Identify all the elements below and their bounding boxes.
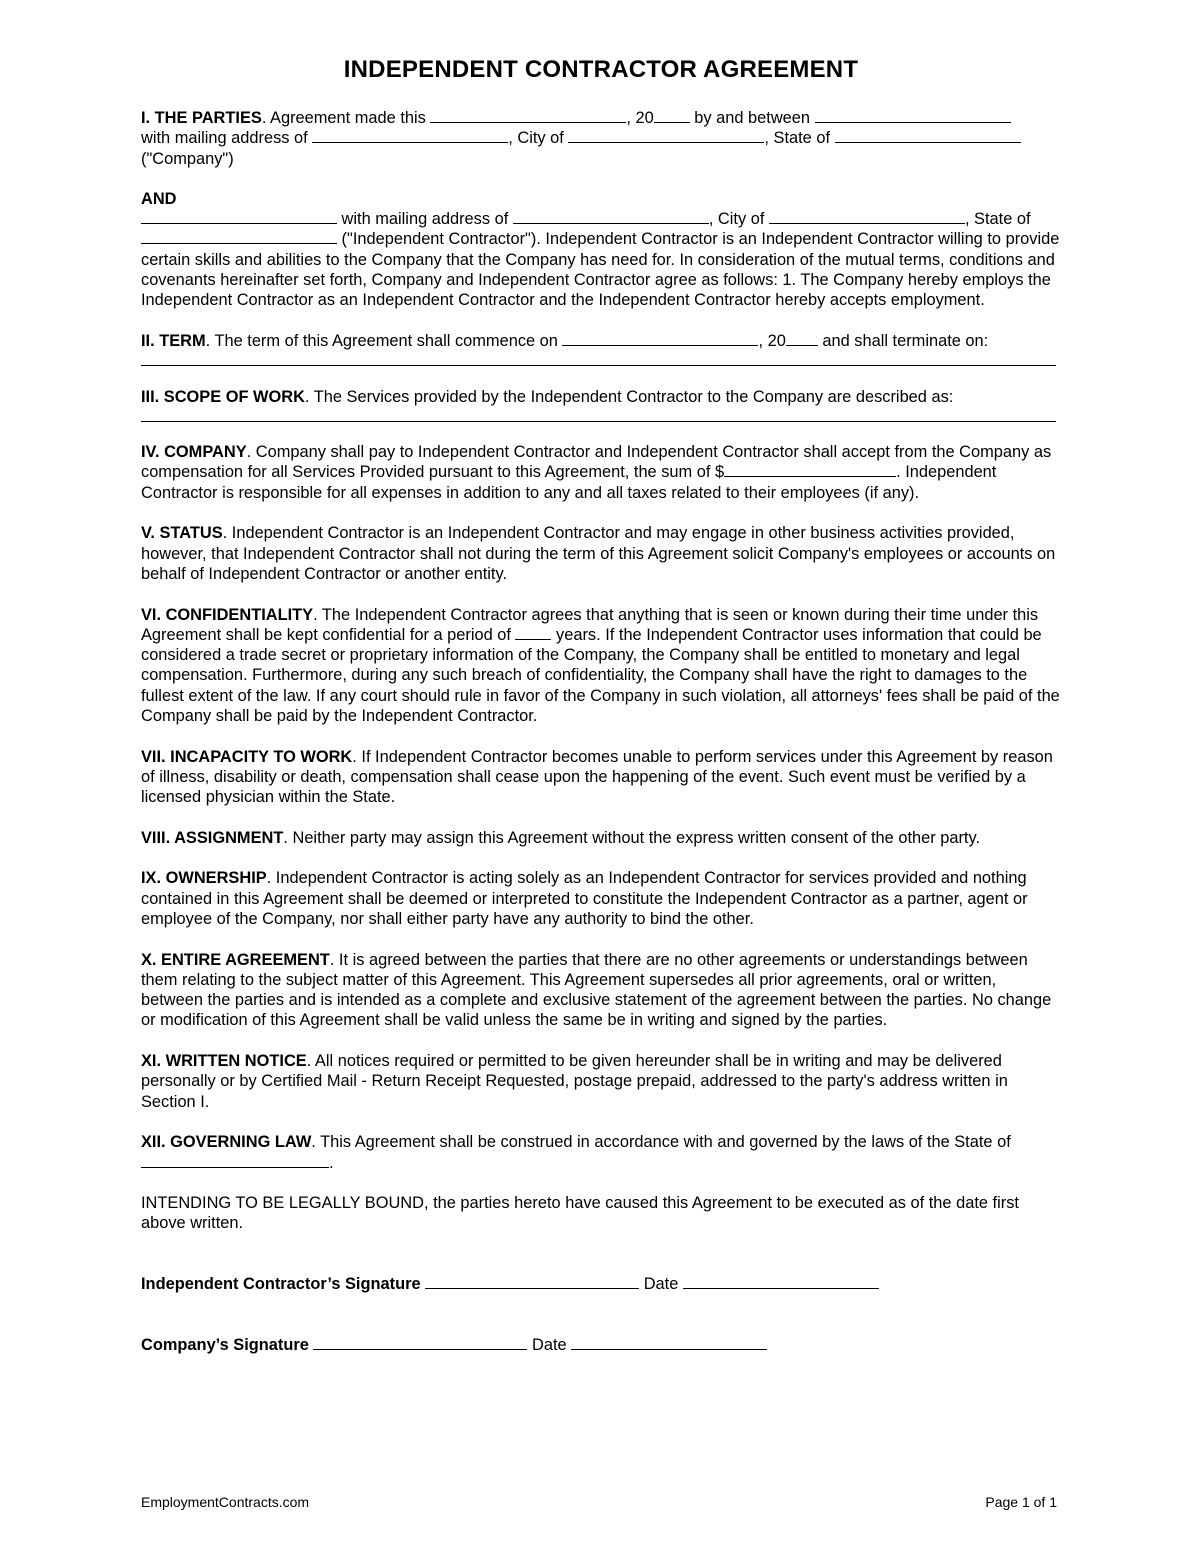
year-blank[interactable]	[654, 108, 690, 123]
contractor-signature-blank[interactable]	[425, 1274, 639, 1289]
contractor-date-blank[interactable]	[683, 1274, 879, 1289]
section-governing-law: XII. GOVERNING LAW. This Agreement shall be construed in accordance with and governed by the laws of the State of .	[141, 1133, 1011, 1172]
document-page	[141, 56, 1061, 1355]
date-blank[interactable]	[430, 108, 626, 123]
contractor-name-blank[interactable]	[141, 209, 337, 224]
document-title: INDEPENDENT CONTRACTOR AGREEMENT	[343, 56, 859, 83]
company-name-blank[interactable]	[815, 108, 1011, 123]
section-heading: XII. GOVERNING LAW	[141, 1133, 312, 1152]
company-date-label: Date	[532, 1335, 567, 1354]
contractor-city-blank[interactable]	[769, 209, 965, 224]
term-end-blank[interactable]	[141, 351, 1056, 366]
section-ownership: IX. OWNERSHIP. Independent Contractor is acting solely as an Independent Contractor for services provided and nothing contained in this Agreement shall be deemed or interpreted to constitute the Independent Contractor as a partner, agent or employee of the Company, nor shall either party have any authority to bind the other.	[141, 869, 1028, 928]
company-signature-label: Company’s Signature	[141, 1335, 309, 1354]
compensation-amount-blank[interactable]	[724, 462, 896, 477]
and-label: AND	[141, 189, 177, 208]
company-signature-line	[141, 1335, 1061, 1355]
contractor-signature-line	[141, 1274, 1061, 1294]
section-parties: I. THE PARTIES. Agreement made this , 20 by and between with mailing address of , City of , State of ("Company")	[141, 108, 1061, 169]
scope-description-blank[interactable]	[141, 407, 1056, 422]
section-heading: XI. WRITTEN NOTICE	[141, 1052, 307, 1071]
section-heading: IX. OWNERSHIP	[141, 869, 267, 888]
company-address-blank[interactable]	[312, 128, 508, 143]
term-start-blank[interactable]	[562, 331, 758, 346]
section-heading: VI. CONFIDENTIALITY	[141, 605, 314, 624]
company-city-blank[interactable]	[568, 128, 764, 143]
section-heading: I. THE PARTIES	[141, 109, 262, 127]
section-heading: VIII. ASSIGNMENT	[141, 828, 284, 847]
section-term: II. TERM. The term of this Agreement shall commence on , 20 and shall terminate on:	[141, 331, 1061, 366]
confidentiality-years-blank[interactable]	[515, 625, 551, 640]
contractor-date-label: Date	[643, 1274, 679, 1293]
section-heading: VII. INCAPACITY TO WORK	[141, 747, 353, 766]
company-state-blank[interactable]	[835, 128, 1021, 143]
closing-statement: INTENDING TO BE LEGALLY BOUND, the parties hereto have caused this Agreement to be executed as of the date first above written.	[141, 1194, 1019, 1233]
section-heading: III. SCOPE OF WORK	[141, 387, 305, 406]
company-signature-blank[interactable]	[313, 1335, 527, 1350]
section-status: V. STATUS. Independent Contractor is an Independent Contractor and may engage in other business activities provided, however, that Independent Contractor shall not during the term of this Agreement solicit Company's employees or accounts on behalf of Independent Contractor or another entity.	[141, 524, 1056, 583]
section-entire-agreement: X. ENTIRE AGREEMENT. It is agreed between the parties that there are no other agreements or understandings between them relating to the subject matter of this Agreement. This Agreement supersedes all prior agreements, oral or written, between the parties and is intended as a complete and exclusive statement of the agreement between the parties. No change or modification of this Agreement shall be valid unless the same be in writing and signed by the parties.	[141, 950, 1052, 1030]
section-confidentiality: VI. CONFIDENTIALITY. The Independent Contractor agrees that anything that is seen or known during their time under this Agreement shall be kept confidential for a period of years. If the Independent Contractor uses information that could be considered a trade secret or proprietary information of the Company, the Company shall be entitled to monetary and legal compensation. Furthermore, during any such breach of confidentiality, the Company shall have the right to damages to the fullest extent of the law. If any court should rule in favor of the Company in such violation, all attorneys' fees shall be paid of the Company shall be paid by the Independent Contractor.	[141, 605, 1060, 726]
section-heading: V. STATUS	[141, 524, 223, 543]
footer-page-number: Page 1 of 1	[985, 1494, 1057, 1510]
contractor-state-blank[interactable]	[141, 229, 337, 244]
section-heading: X. ENTIRE AGREEMENT	[141, 950, 330, 969]
term-year-blank[interactable]	[786, 331, 818, 346]
contractor-address-blank[interactable]	[513, 209, 709, 224]
section-incapacity: VII. INCAPACITY TO WORK. If Independent Contractor becomes unable to perform services under this Agreement by reason of illness, disability or death, compensation shall cease upon the happening of the event. Such event must be verified by a licensed physician within the State.	[141, 747, 1053, 807]
section-scope: III. SCOPE OF WORK. The Services provided by the Independent Contractor to the Company are described as:	[141, 387, 1061, 422]
contractor-signature-label: Independent Contractor’s Signature	[141, 1274, 421, 1293]
section-contractor-party: AND with mailing address of , City of , State of ("Independent Contractor"). Independent Contractor is an Independent Contractor willing to provide certain skills and abilities to the Company that the Company has need for. In consideration of the mutual terms, conditions and covenants hereinafter set forth, Company and Independent Contractor agree as follows: 1. The Company hereby employs the Independent Contractor as an Independent Contractor and the Independent Contractor hereby accepts employment.	[141, 189, 1060, 310]
footer-site: EmploymentContracts.com	[141, 1494, 310, 1510]
section-heading: IV. COMPANY	[141, 443, 247, 462]
section-assignment: VIII. ASSIGNMENT. Neither party may assign this Agreement without the express written consent of the other party.	[141, 828, 981, 847]
section-written-notice: XI. WRITTEN NOTICE. All notices required or permitted to be given hereunder shall be in writing and may be delivered personally or by Certified Mail - Return Receipt Requested, postage prepaid, addressed to the party's address written in Section I.	[141, 1052, 1008, 1111]
company-date-blank[interactable]	[571, 1335, 767, 1350]
governing-state-blank[interactable]	[141, 1153, 329, 1168]
section-heading: II. TERM	[141, 331, 206, 350]
section-company: IV. COMPANY. Company shall pay to Independent Contractor and Independent Contractor shall accept from the Company as compensation for all Services Provided pursuant to this Agreement, the sum of $ . Independent Contractor is responsible for all expenses in addition to any and all taxes related to their employees (if any).	[141, 443, 1052, 502]
